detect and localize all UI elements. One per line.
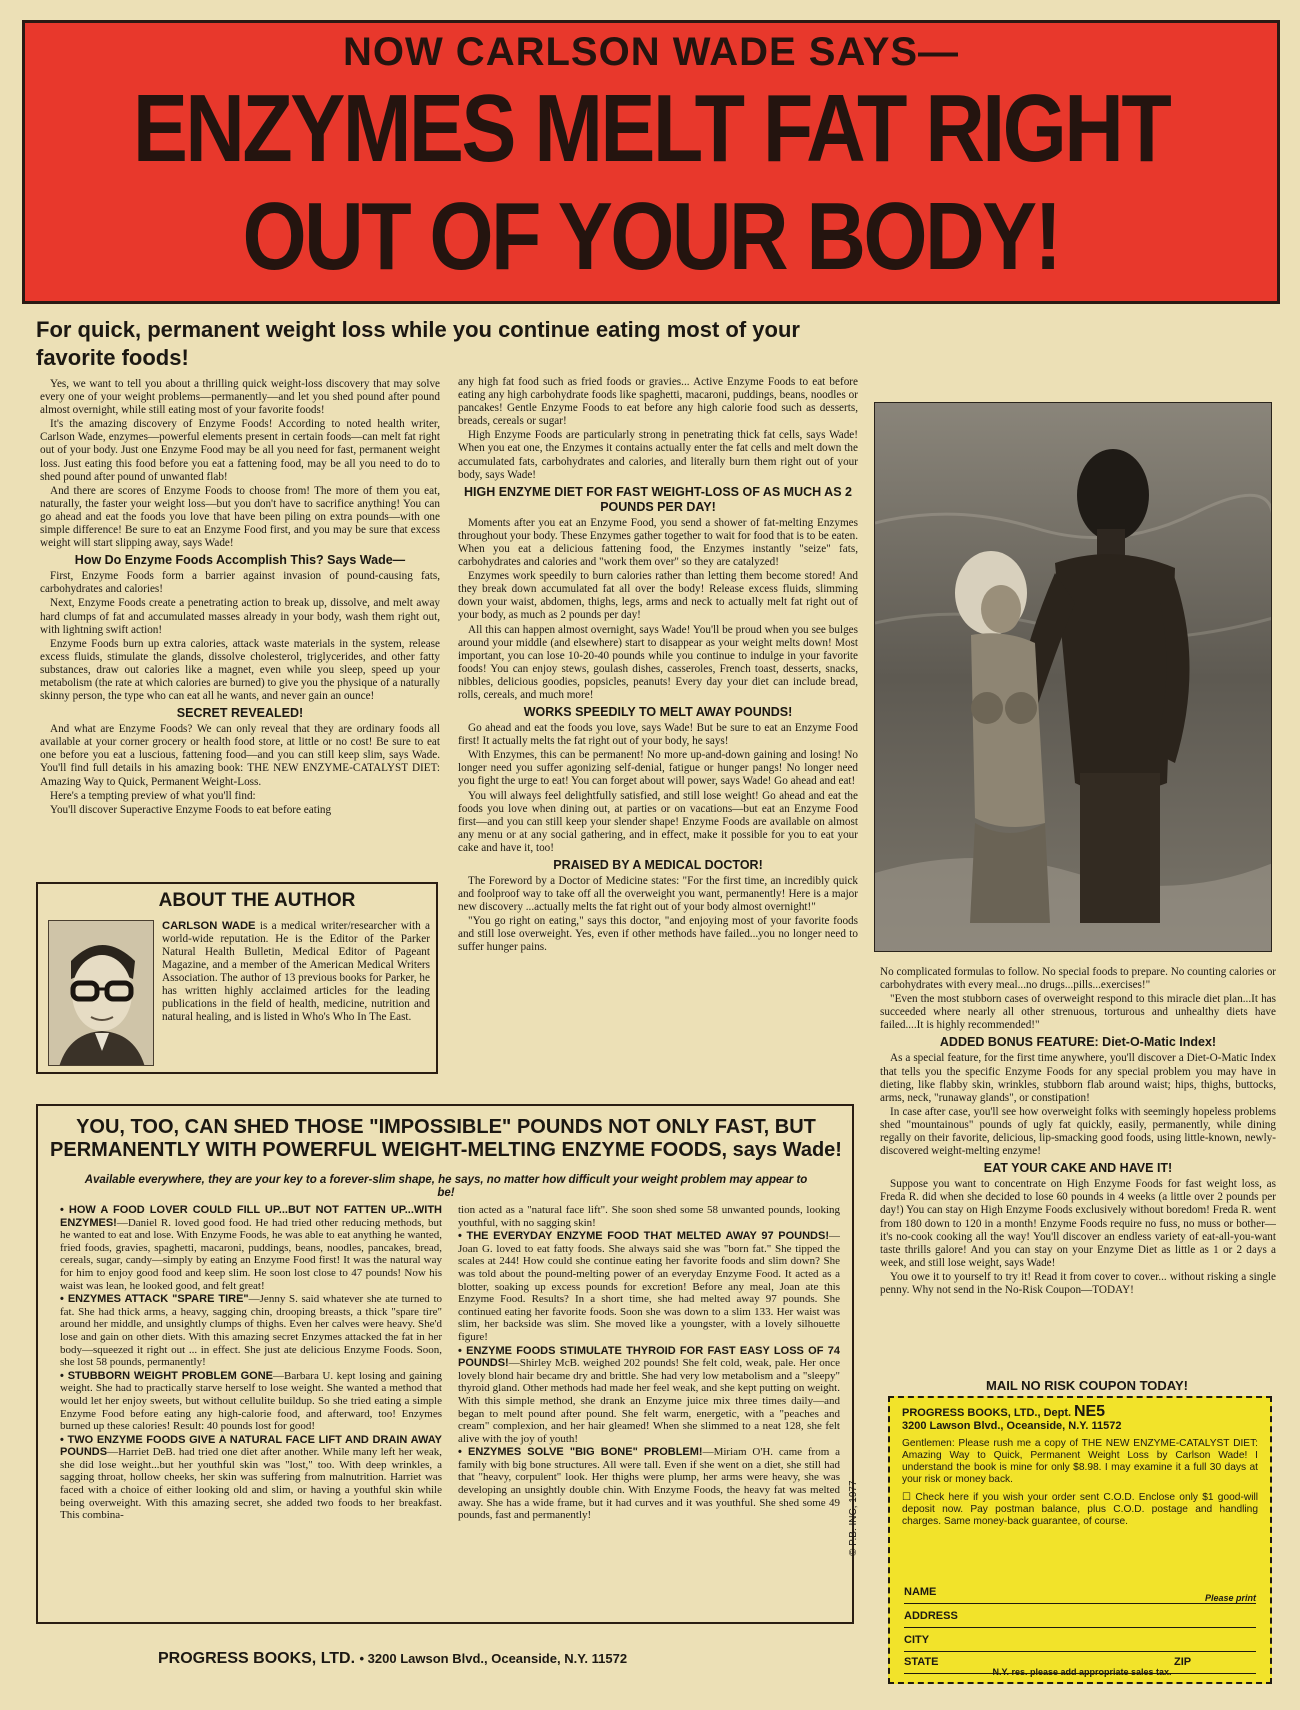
testimonials-box [36,1104,854,1624]
banner-kicker: NOW CARLSON WADE SAYS— [342,30,960,74]
name-field[interactable] [904,1586,1256,1604]
testimonial-body: —Shirley McB. weighed 202 pounds! She felt cold, weak, pale. Her once lovely blond hair became dry and brittle. She had very low metabolism and a "sleepy" thyroid gland. Other methods had made her feel weak, and she kept putting on weight. With this simple method, she drank an Enzyme juice mix three times daily—and began to melt pound after pound. She felt warm, energetic, with a "peaches and cream" complexion, and her hair gleamed! When she slimmed to a neat 128, she felt alive with the joy of youth! [458,1357,840,1445]
city-label: CITY [904,1634,930,1646]
please-print-note: Please print [1204,1593,1256,1603]
testimonial-item [60,1370,442,1433]
testimonial-item [458,1204,840,1229]
state-label: STATE [904,1656,939,1668]
beach-couple-photo [874,402,1272,952]
testimonial-item [458,1446,840,1522]
section-heading: ADDED BONUS FEATURE: Diet-O-Matic Index! [939,1035,1217,1050]
paragraph: The Foreword by a Doctor of Medicine states: "For the first time, an incredibly quick and foolproof way to take off all the overweight you want, permanently! Here is a major new discovery ...actually melts the fat right out of your body almost overnight!" [458,875,858,914]
paragraph: Enzymes work speedily to burn calories rather than letting them become stored! And they break down accumulated fat all over the body! Release excess fluids, slimming down your waist, abdomen, thighs, legs, arms and neck to actually melt fat right out of your body, as much as 2 pounds per day! [458,570,858,622]
testimonial-item [458,1345,840,1446]
testimonial-title: • HOW A FOOD LOVER COULD FILL UP...BUT NOT FATTEN UP...WITH ENZYMES! [60,1204,442,1229]
order-coupon[interactable] [888,1396,1272,1684]
testimonial-title: • ENZYMES ATTACK "SPARE TIRE" [60,1293,249,1306]
copyright-notice: © P.B. INC, 1977 [848,1480,859,1556]
author-name: CARLSON WADE [162,920,256,932]
paragraph: You owe it to yourself to try it! Read it from cover to cover... without risking a single penny. Why not send in the No-Risk Coupon—TODAY! [880,1270,1276,1296]
address-field[interactable] [904,1610,1256,1628]
testimonial-title: • STUBBORN WEIGHT PROBLEM GONE [60,1369,274,1382]
paragraph: No complicated formulas to follow. No special foods to prepare. No counting calories or carbohydrates with every meal...no drugs...pills...exercises!" [880,966,1276,992]
paragraph: You will always feel delightfully satisfied, and still lose weight! Go ahead and eat the foods you love when dining out, at parties or on vacations—but eat an Enzyme Food first—and you can still keep your slender shape! Enzyme Foods are available on almost any menu or at any social gathering, and in effect, make it possible for you to eat your cake and have it, too! [458,789,858,854]
address-label: ADDRESS [904,1610,958,1622]
testimonials-column-2 [458,1204,840,1620]
publisher-name: PROGRESS BOOKS, LTD. [158,1650,356,1667]
testimonial-body: tion acted as a "natural face lift". She soon shed some 58 unwanted pounds, looking youthful, with no sagging skin! [458,1204,840,1229]
author-bio [162,920,430,1024]
section-heading: PRAISED BY A MEDICAL DOCTOR! [553,858,763,872]
body-column-2 [458,376,858,1090]
paragraph: Suppose you want to concentrate on High Enzyme Foods for fast weight loss, as Freda R. did when she decided to lose 60 pounds in 4 weeks (a little over 2 pounds per day!) You can stay on High Enzyme Foods exclusively without boredom! Freda R. went from 180 down to 120 in a month! Enzyme Foods require no fuss, no muss or bother—it's no-cook cooking all the way! You'll discover an endless variety of eat-all-you-want taste thrills galore! And you can stay on your Enzyme Diet as little as 1 or 2 days a week, and still lose weight, says Wade! [880,1178,1276,1269]
testimonial-item [60,1204,442,1292]
publisher-address: • 3200 Lawson Blvd., Oceanside, N.Y. 11572 [359,1651,628,1666]
author-bio-text: is a medical writer/researcher with a world-wide reputation. He is the Editor of the Parker Natural Health Bulletin, Medical Editor of Pageant Magazine, and a member of the American Medical Writers Association. The author of 13 previous books for Parker, he has written highly acclaimed articles for the leading publications in the field of health, medicine, nutrition and natural healing, and is listed in Who's Who In The East. [162,920,430,1023]
section-heading: How Do Enzyme Foods Accomplish This? Says Wade— [74,553,406,568]
section-heading: SECRET REVEALED! [176,706,304,721]
testimonial-body: —Barbara U. kept losing and gaining weight. She had to practically starve herself to lose weight. She wanted a method that would let her enjoy sweets, but without cellulite buildup. So she tried eating a simple Enzyme Food before eating any high-calorie food, and afterward, too! Enzymes burned up these calories! Result: 40 pounds lost for good! [60,1369,442,1433]
paragraph: Go ahead and eat the foods you love, says Wade! But be sure to eat an Enzyme Food first! It actually melts the fat right out of your body, he says! [458,722,858,748]
section-heading: WORKS SPEEDILY TO MELT AWAY POUNDS! [523,705,793,720]
paragraph: Moments after you eat an Enzyme Food, you send a shower of fat-melting Enzymes throughout your body. These Enzymes gather together to wait for food that is to be eaten. When you eat a delicious fattening food, the Enzymes instantly "seize" fats, carbohydrates and calories and "work them over" so they are catalyzed! [458,516,858,569]
testimonial-title: • ENZYMES SOLVE "BIG BONE" PROBLEM! [458,1446,703,1459]
coupon-company: PROGRESS BOOKS, LTD., Dept. [902,1407,1072,1419]
publisher-footer [158,1650,738,1668]
testimonial-body: —Harriet DeB. had tried one diet after another. While many left her weak, she did lose weight...but her youthful skin was "lost," too. With deep wrinkles, a sagging throat, hollow cheeks, her skin was suffering from malnutrition. Harriet was faced with a choice of either looking old and slim, or having a youthful skin while being overweight. With this amazing secret, she added two foods to her breakfast. This combina- [60,1446,442,1522]
paragraph: Enzyme Foods burn up extra calories, attack waste materials in the system, release excess fluids, stimulate the glands, dissolve cholesterol, triglycerides, and other fatty substances, draw out calories like a magnet, even while you sleep, speed up your metabolism (the rate at which calories are burned) to give you the physique of a naturally skinny person, the type who can eat all he wants, and never gain an ounce! [40,637,440,703]
testimonials-heading: YOU, TOO, CAN SHED THOSE "IMPOSSIBLE" POUNDS NOT ONLY FAST, BUT PERMANENTLY WITH POWERFUL WEIGHT-MELTING ENZYME FOODS, says Wade! [50,1116,842,1161]
headline-banner [22,20,1280,304]
about-the-author-box [36,882,438,1074]
paragraph: Yes, we want to tell you about a thrilling quick weight-loss discovery that may solve every one of your weight problems—permanently—and let you shed pound after pound almost overnight, while still eating most of your favorite foods! [40,378,440,417]
coupon-dept-code: NE5 [1073,1403,1106,1420]
paragraph: "Even the most stubborn cases of overweight respond to this miracle diet plan...It has succeeded where nearly all other strenuous, torturous and unhealthy diets have failed....It is highly recommended!" [880,993,1276,1032]
body-column-3 [880,966,1276,1390]
testimonial-title: • THE EVERYDAY ENZYME FOOD THAT MELTED AWAY 97 POUNDS! [458,1230,829,1243]
testimonial-item [60,1434,442,1522]
subheadline: For quick, permanent weight loss while you continue eating most of your favorite foods! [36,317,800,370]
city-field[interactable] [904,1634,1256,1652]
zip-label: ZIP [1174,1656,1192,1668]
coupon-title: MAIL NO RISK COUPON TODAY! [985,1378,1188,1393]
testimonials-subheading: Available everywhere, they are your key to a forever-slim shape, he says, no matter how difficult your weight problem may appear to be! [84,1174,808,1199]
testimonial-item [458,1230,840,1343]
name-label: NAME [904,1586,937,1598]
testimonial-body: —Daniel R. loved good food. He had tried other reducing methods, but he wanted to eat and lose. With Enzyme Foods, he was able to eat anything he wanted, fried foods, gravies, spaghetti, macaroni, puddings, beans, noodles, pancakes, bread, cereals, sugar, candy—simply by eating an Enzyme Food first! It was the natural way for him to enjoy good food and keep slim. He soon lost close to 47 pounds! Now his waist was lean, he looked good, and felt great! [60,1216,442,1292]
testimonial-title: • TWO ENZYME FOODS GIVE A NATURAL FACE LIFT AND DRAIN AWAY POUNDS [60,1433,442,1459]
paragraph: Next, Enzyme Foods create a penetrating action to break up, dissolve, and melt away hard clumps of fat and accumulated masses already in your body, wash them right out, with lightning swift action! [40,597,440,636]
author-portrait [48,920,154,1066]
section-heading: EAT YOUR CAKE AND HAVE IT! [983,1161,1173,1176]
paragraph: High Enzyme Foods are particularly strong in penetrating thick fat cells, says Wade! When you eat one, the Enzymes it contains actually enter the fat cells and melt down the accumulated fats, carbohydrates and calories, and literally burn them right out of your body, says Wade! [458,429,858,481]
paragraph: And what are Enzyme Foods? We can only reveal that they are ordinary foods all available at your corner grocery or health food store, at little or no cost! Be sure to eat one before you eat a luscious, fattening food—and you can still keep slim, says Wade. You'll find full details in his amazing book: THE NEW ENZYME-CATALYST DIET: Amazing Way to Quick, Permanent Weight-Loss. [40,723,440,788]
sales-tax-note: N.Y. res. please add appropriate sales tax. [992,1667,1172,1677]
paragraph: Here's a tempting preview of what you'll find: [50,789,256,802]
testimonial-title: • ENZYME FOODS STIMULATE THYROID FOR FAST EASY LOSS OF 74 POUNDS! [458,1344,840,1370]
banner-headline-line2: OUT OF YOUR BODY! [242,183,1060,290]
paragraph: As a special feature, for the first time anywhere, you'll discover a Diet-O-Matic Index that tells you the specific Enzyme Foods for any special problem you may have in dieting, like flabby skin, wrinkles, stubborn flab around waist; hips, thighs, buttocks, arms, neck, "runaway glands", or constipation! [880,1052,1276,1104]
paragraph: With Enzymes, this can be permanent! No more up-and-down gaining and losing! No longer need you suffer agonizing self-denial, fatigue or hunger pangs! No longer need you fight the urge to eat! You can forget about will power, says Wade! Go ahead and eat! [458,749,858,788]
banner-headline-line1: ENZYMES MELT FAT RIGHT [132,75,1170,182]
coupon-company-line [902,1403,1258,1420]
testimonial-body: —Jenny S. said whatever she ate turned to fat. She had thick arms, a heavy, sagging chin, drooping breasts, a thick "spare tire" around her middle, and unsightly clumps of thighs. Even her calves were heavy. She'd lose and gain on other diets. With this amazing secret Enzymes attacked the fat in her body—squeezed it right out ... in effect. She just ate delicious Enzyme Foods. Soon, she lost 58 pounds, permanently! [60,1293,442,1369]
testimonial-body: —Joan G. loved to eat fatty foods. She always said she was "born fat." She tipped the scales at 244! How could she continue eating her favorite foods and slim down? She was told about the pound-melting power of an everyday Enzyme Food. It acted as a blotter, soaking up excess pounds for excretion! Before any meal, Joan ate this Enzyme Food. Results? In a short time, she had melted away 97 pounds. She continued eating her favorite foods. Soon she was down to a slim 133. Her waist was slim, her backside was slim. She moved like a youngster, with a lovely silhouette figure! [458,1230,840,1343]
coupon-address: 3200 Lawson Blvd., Oceanside, N.Y. 11572 [902,1420,1122,1432]
body-column-1 [40,378,440,868]
paragraph: any high fat food such as fried foods or gravies... Active Enzyme Foods to eat before eating any high carbohydrate foods like spaghetti, macaroni, puddings, beans, noodles or pancakes! Gentle Enzyme Foods to eat before any high calorie food such as desserts, breads, cereals or sugar! [458,376,858,428]
testimonials-column-1 [60,1204,442,1620]
section-heading: HIGH ENZYME DIET FOR FAST WEIGHT-LOSS OF AS MUCH AS 2 POUNDS PER DAY! [464,484,852,514]
testimonial-body: —Miriam O'H. came from a family with big bone structures. All were tall. Even if she went on a diet, she still had that "heavy, corpulent" look. Her thighs were plump, her arms were heavy, she was developing an unsightly double chin. With Enzyme Foods, the heavy fat was melted away. She has a wide frame, but it had curves and it was youthful. She shed some 49 pounds, fast and permanently! [458,1446,840,1522]
paragraph: First, Enzyme Foods form a barrier against invasion of pound-causing fats, carbohydrates and calories! [40,570,440,596]
paragraph: "You go right on eating," says this doctor, "and enjoying most of your favorite foods and still lose overweight. Yes, even if other methods have failed...you no longer need to suffer hunger pains. [458,915,858,954]
author-heading: ABOUT THE AUTHOR [158,890,356,911]
paragraph: All this can happen almost overnight, says Wade! You'll be proud when you see bulges around your middle (and elsewhere) start to disappear as your weight melts down! Most important, you can lose 10-20-40 pounds while you continue to indulge in your favorite foods! You can enjoy stews, goulash dishes, casseroles, French toast, desserts, snacks, nibbles, delicious goodies, popsicles, peanuts! Every day your diet can include bread, rolls, cereals, and much more! [458,623,858,701]
paragraph: You'll discover Superactive Enzyme Foods to eat before eating [50,803,332,816]
beach-couple-illustration [875,403,1272,952]
paragraph: And there are scores of Enzyme Foods to choose from! The more of them you eat, naturally, the faster your weight loss—but you don't have to sacrifice anything! You can go ahead and eat the foods you love that have been piling on extra pounds—with one simple difference! Be sure to eat an Enzyme Food first, and you may be sure that excess weight will start slipping away, says Wade! [40,484,440,550]
paragraph: In case after case, you'll see how overweight folks with seemingly hopeless problems shed "mountainous" pounds of ugly fat quickly, easily, permanently, while dining regally on their favorite, delicious, lip-smacking good foods, using little-known, newly-discovered weight-melting enzyme! [880,1105,1276,1158]
coupon-cod-checkbox[interactable]: ☐ Check here if you wish your order sent C.O.D. Enclose only $1 good-will deposit now. Pay postman balance, plus C.O.D. postage and handling charges. Same money-back guarantee, of course. [902,1492,1258,1527]
author-portrait-illustration [49,921,154,1066]
coupon-order-text: Gentlemen: Please rush me a copy of THE NEW ENZYME-CATALYST DIET: Amazing Way to Quick, Permanent Weight Loss by Carlson Wade! I understand the book is mine for only $8.98. I may examine it a full 30 days at your risk or money back. [902,1438,1258,1485]
paragraph: It's the amazing discovery of Enzyme Foods! According to noted health writer, Carlson Wade, enzymes—powerful elements present in certain foods—can melt fat right out of your body. Just one Enzyme Food may be all you need for fast, permanent weight loss. Just eating this food before you eat a fattening food, may be all you need to do to shed pound after pound of unwanted flab! [40,418,440,483]
testimonial-item [60,1293,442,1369]
